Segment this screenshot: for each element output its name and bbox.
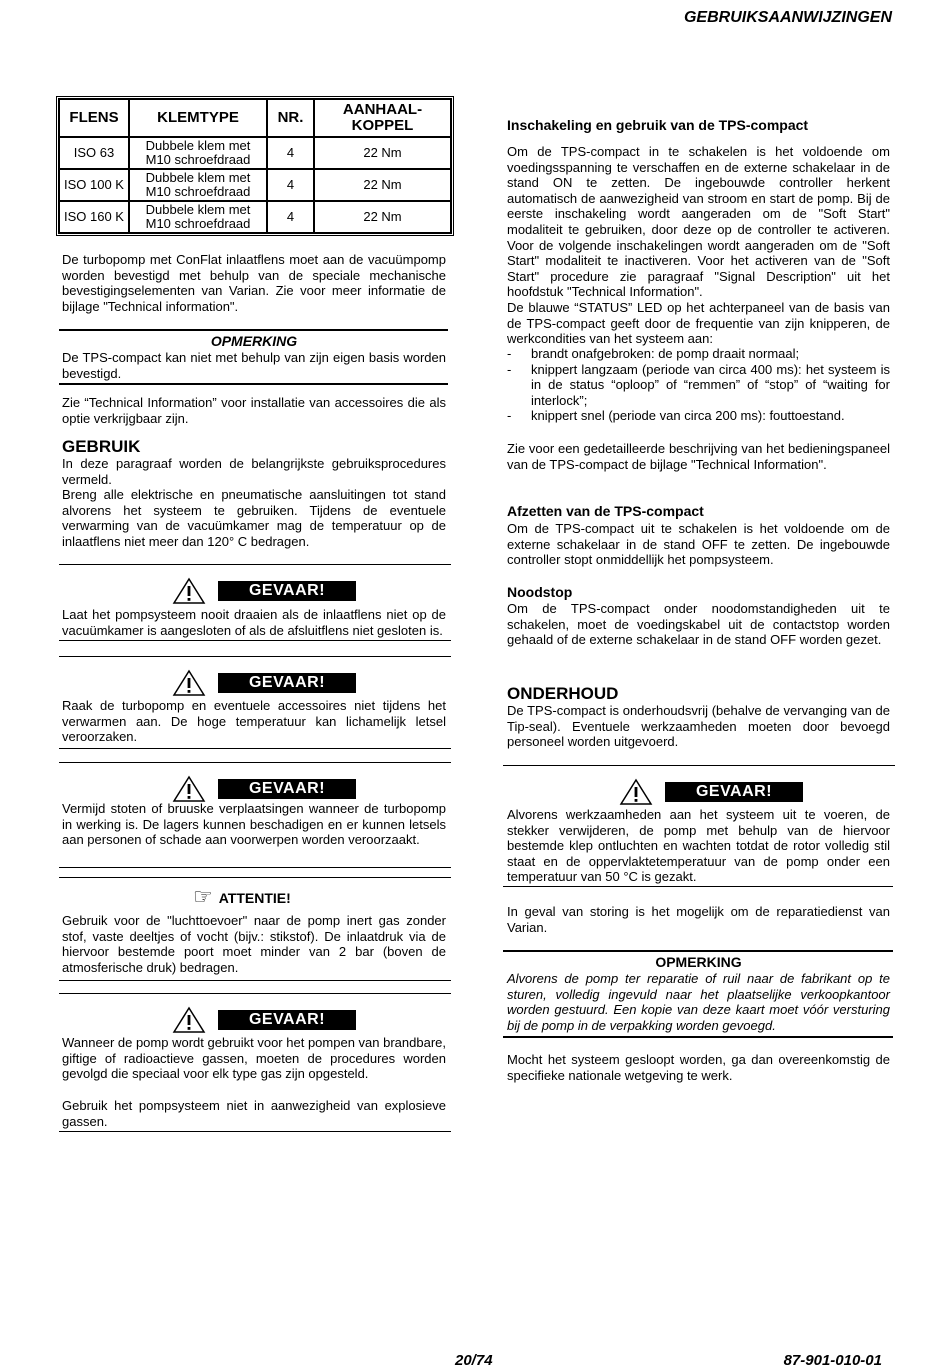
warning-header — [172, 669, 356, 697]
table-cell: ISO 160 K — [59, 201, 129, 233]
table-row — [59, 137, 451, 169]
warning-header — [172, 775, 356, 803]
table-header-cell: FLENS — [59, 99, 129, 137]
afzetten-paragraph: Om de TPS-compact uit te schakelen is het voldoende om de externe schakelaar in de stand OFF te zetten. De ingebouwde controller stopt onmiddellijk het pompsysteem. — [507, 521, 890, 568]
danger-label: GEVAAR! — [218, 581, 356, 601]
list-dash: - — [507, 361, 512, 377]
attention-label: ATTENTIE! — [218, 890, 291, 906]
warning-triangle-icon — [172, 669, 206, 697]
divider — [59, 748, 451, 749]
divider — [59, 762, 451, 763]
page-header-title: GEBRUIKSAANWIJZINGEN — [683, 9, 892, 26]
inschakeling-paragraph: Om de TPS-compact in te schakelen is het voldoende om voedingsspanning te verschaffen en de externe schakelaar in de stand ON te zetten. De ingebouwde controller herkent automatisch de aanwezigheid van stroom en start de pomp. Bij de eerste inschakeling wordt aangeraden om de "Soft Start" modaliteit te gebruiken, door deze op de controller te activeren. Voor de volgende inschakelingen wordt aangeraden om de "Soft Start" modaliteit te inactiveren. Voor het activeren van de "Soft Start" procedure zie paragraaf "Signal Description" uit het hoofdstuk "Technical Information". — [507, 144, 890, 300]
divider — [59, 867, 451, 868]
table-cell: ISO 63 — [59, 137, 129, 169]
warning-text: Vermijd stoten of bruuske verplaatsingen wanneer de turbopomp in werking is. De lagers kunnen beschadigen en er kunnen letsels aan personen of schade aan voorwerpen worden veroorzaakt. — [62, 801, 446, 848]
accessories-paragraph: Zie “Technical Information” voor installatie van accessoires die als optie verkrijgbaar zijn. — [62, 395, 446, 426]
warning-triangle-icon — [172, 1006, 206, 1034]
divider — [59, 383, 448, 385]
divider — [59, 329, 448, 331]
slot-paragraph: Mocht het systeem gesloopt worden, ga dan overeenkomstig de specifieke nationale wetgeving te werk. — [507, 1052, 890, 1083]
warning-text: Alvorens werkzaamheden aan het systeem uit te voeren, de stekker verwijderen, de pomp met behulp van de hiervoor bestemde klep ontluchten en wachten totdat de rotor volledig stil staat en de oppervlaktetemperatuur van de pomp onder een temperatuur van 50 °C is gezakt. — [507, 807, 890, 885]
bedieningspaneel-paragraph: Zie voor een gedetailleerde beschrijving van het bedieningspaneel van de TPS-compact de bijlage "Technical Information". — [507, 441, 890, 472]
table-cell: Dubbele klem met M10 schroefdraad — [129, 169, 267, 201]
danger-label: GEVAAR! — [665, 782, 803, 802]
divider — [59, 640, 451, 641]
warning-triangle-icon — [172, 775, 206, 803]
storing-paragraph: In geval van storing is het mogelijk om de reparatiedienst van Varian. — [507, 904, 890, 935]
pointing-hand-icon: ☞ — [193, 885, 213, 910]
warning-header — [172, 577, 356, 605]
divider — [503, 886, 893, 887]
divider — [59, 656, 451, 657]
warning-text: Wanneer de pomp wordt gebruikt voor het pompen van brandbare, giftige of radioactieve gassen, moeten de procedures worden gevolgd die speciaal voor elk type gas zijn opgesteld. — [62, 1035, 446, 1082]
note-text: De TPS-compact kan niet met behulp van zijn eigen basis worden bevestigd. — [62, 350, 446, 381]
danger-label: GEVAAR! — [218, 779, 356, 799]
gebruik-intro: In deze paragraaf worden de belangrijkste gebruiksprocedures vermeld. — [62, 456, 446, 487]
warning-triangle-icon — [172, 577, 206, 605]
divider — [503, 765, 895, 766]
section-heading-noodstop: Noodstop — [507, 584, 573, 600]
section-heading-inschakeling: Inschakeling en gebruik van de TPS-compact — [507, 117, 809, 133]
table-cell: 22 Nm — [314, 137, 451, 169]
document-number: 87-901-010-01 — [783, 1352, 882, 1369]
section-heading-afzetten: Afzetten van de TPS-compact — [507, 503, 704, 519]
table-header-cell: NR. — [267, 99, 314, 137]
table-cell: ISO 100 K — [59, 169, 129, 201]
note-text: Alvorens de pomp ter reparatie of ruil naar de fabrikant op te sturen, volledig ingevuld naar het plaatselijke verkoopkantoor worden gestuurd. Een kopie van deze kaart moet vóór versturing bij de pomp in de verpakking worden gevoegd. — [507, 971, 890, 1033]
danger-label: GEVAAR! — [218, 673, 356, 693]
table-row — [59, 169, 451, 201]
note-title: OPMERKING — [655, 954, 742, 970]
conflat-paragraph: De turbopomp met ConFlat inlaatflens moet aan de vacuümpomp worden bevestigd met behulp van de speciale mechanische bevestigingselementen van Varian. Zie voor meer informatie de bijlage "Technical information". — [62, 252, 446, 314]
list-dash: - — [507, 408, 512, 424]
table-cell: Dubbele klem met M10 schroefdraad — [129, 137, 267, 169]
list-item — [507, 346, 890, 362]
divider — [59, 993, 451, 994]
list-dash: - — [507, 346, 512, 361]
warning-text: Gebruik het pompsysteem niet in aanwezigheid van explosieve gassen. — [62, 1098, 446, 1129]
status-list — [507, 346, 890, 424]
warning-text: Laat het pompsysteem nooit draaien als de inlaatflens niet op de vacuümkamer is aangesloten of als de afsluitflens niet gesloten is. — [62, 607, 446, 638]
table-row — [59, 201, 451, 233]
gebruik-paragraph: Breng alle elektrische en pneumatische aansluitingen tot stand alvorens het systeem te gebruiken. Tijdens de eventuele verwarming van de vacuümkamer mag de temperatuur op de inlaatflens niet meer dan 120° C bedragen. — [62, 487, 446, 549]
danger-label: GEVAAR! — [218, 1010, 356, 1030]
attention-header — [193, 887, 291, 909]
section-heading-gebruik: GEBRUIK — [62, 437, 141, 456]
table-cell: 4 — [267, 137, 314, 169]
table-cell: 4 — [267, 169, 314, 201]
warning-header — [172, 1006, 356, 1034]
warning-header — [619, 778, 803, 806]
divider — [59, 980, 451, 981]
list-item-text: knippert snel (periode van circa 200 ms): fouttoestand. — [531, 408, 845, 424]
list-item — [507, 362, 890, 409]
divider — [503, 950, 893, 952]
section-heading-onderhoud: ONDERHOUD — [507, 684, 619, 703]
table-cell: 22 Nm — [314, 201, 451, 233]
attention-text: Gebruik voor de "luchttoevoer" naar de pomp inert gas zonder stof, vaste deeltjes of vocht (bijv.: stikstof). De inlaatdruk via de hiervoor bestemde poort moet minder van 2 bar (boven de atmosferische druk) bedragen. — [62, 913, 446, 975]
list-item-text: brandt onafgebroken: de pomp draait normaal; — [531, 346, 800, 361]
list-item — [507, 408, 890, 424]
table-cell: 4 — [267, 201, 314, 233]
status-led-paragraph: De blauwe “STATUS” LED op het achterpaneel van de basis van de TPS-compact geeft door de frequentie van zijn knipperen, de werkcondities van het systeem aan: — [507, 300, 890, 347]
flange-table — [56, 96, 454, 236]
onderhoud-paragraph: De TPS-compact is onderhoudsvrij (behalve de vervanging van de Tip-seal). Eventuele werkzaamheden moeten door bevoegd personeel worden uitgevoerd. — [507, 703, 890, 750]
divider — [59, 877, 451, 878]
warning-text: Raak de turbopomp en eventuele accessoires niet tijdens het verwarmen aan. De hoge temperatuur kan lichamelijk letsel veroorzaken. — [62, 698, 446, 745]
table-header-cell: KLEMTYPE — [129, 99, 267, 137]
divider — [59, 1131, 451, 1132]
warning-triangle-icon — [619, 778, 653, 806]
list-item-text: knippert langzaam (periode van circa 400 ms): het systeem is in de status “oploop” of “remmen” of “stop” of “waiting for interlock”; — [531, 361, 890, 408]
page-number: 20/74 — [455, 1352, 493, 1369]
note-title: OPMERKING — [210, 333, 298, 349]
table-cell: 22 Nm — [314, 169, 451, 201]
table-cell: Dubbele klem met M10 schroefdraad — [129, 201, 267, 233]
divider — [503, 1036, 893, 1038]
table-header-row — [59, 99, 451, 137]
noodstop-paragraph: Om de TPS-compact onder noodomstandigheden uit te schakelen, moet de voedingskabel uit de contactstop worden gehaald of de externe schakelaar in de stand OFF worden gezet. — [507, 601, 890, 648]
table-header-cell: AANHAAL- KOPPEL — [314, 99, 451, 137]
divider — [59, 564, 451, 565]
